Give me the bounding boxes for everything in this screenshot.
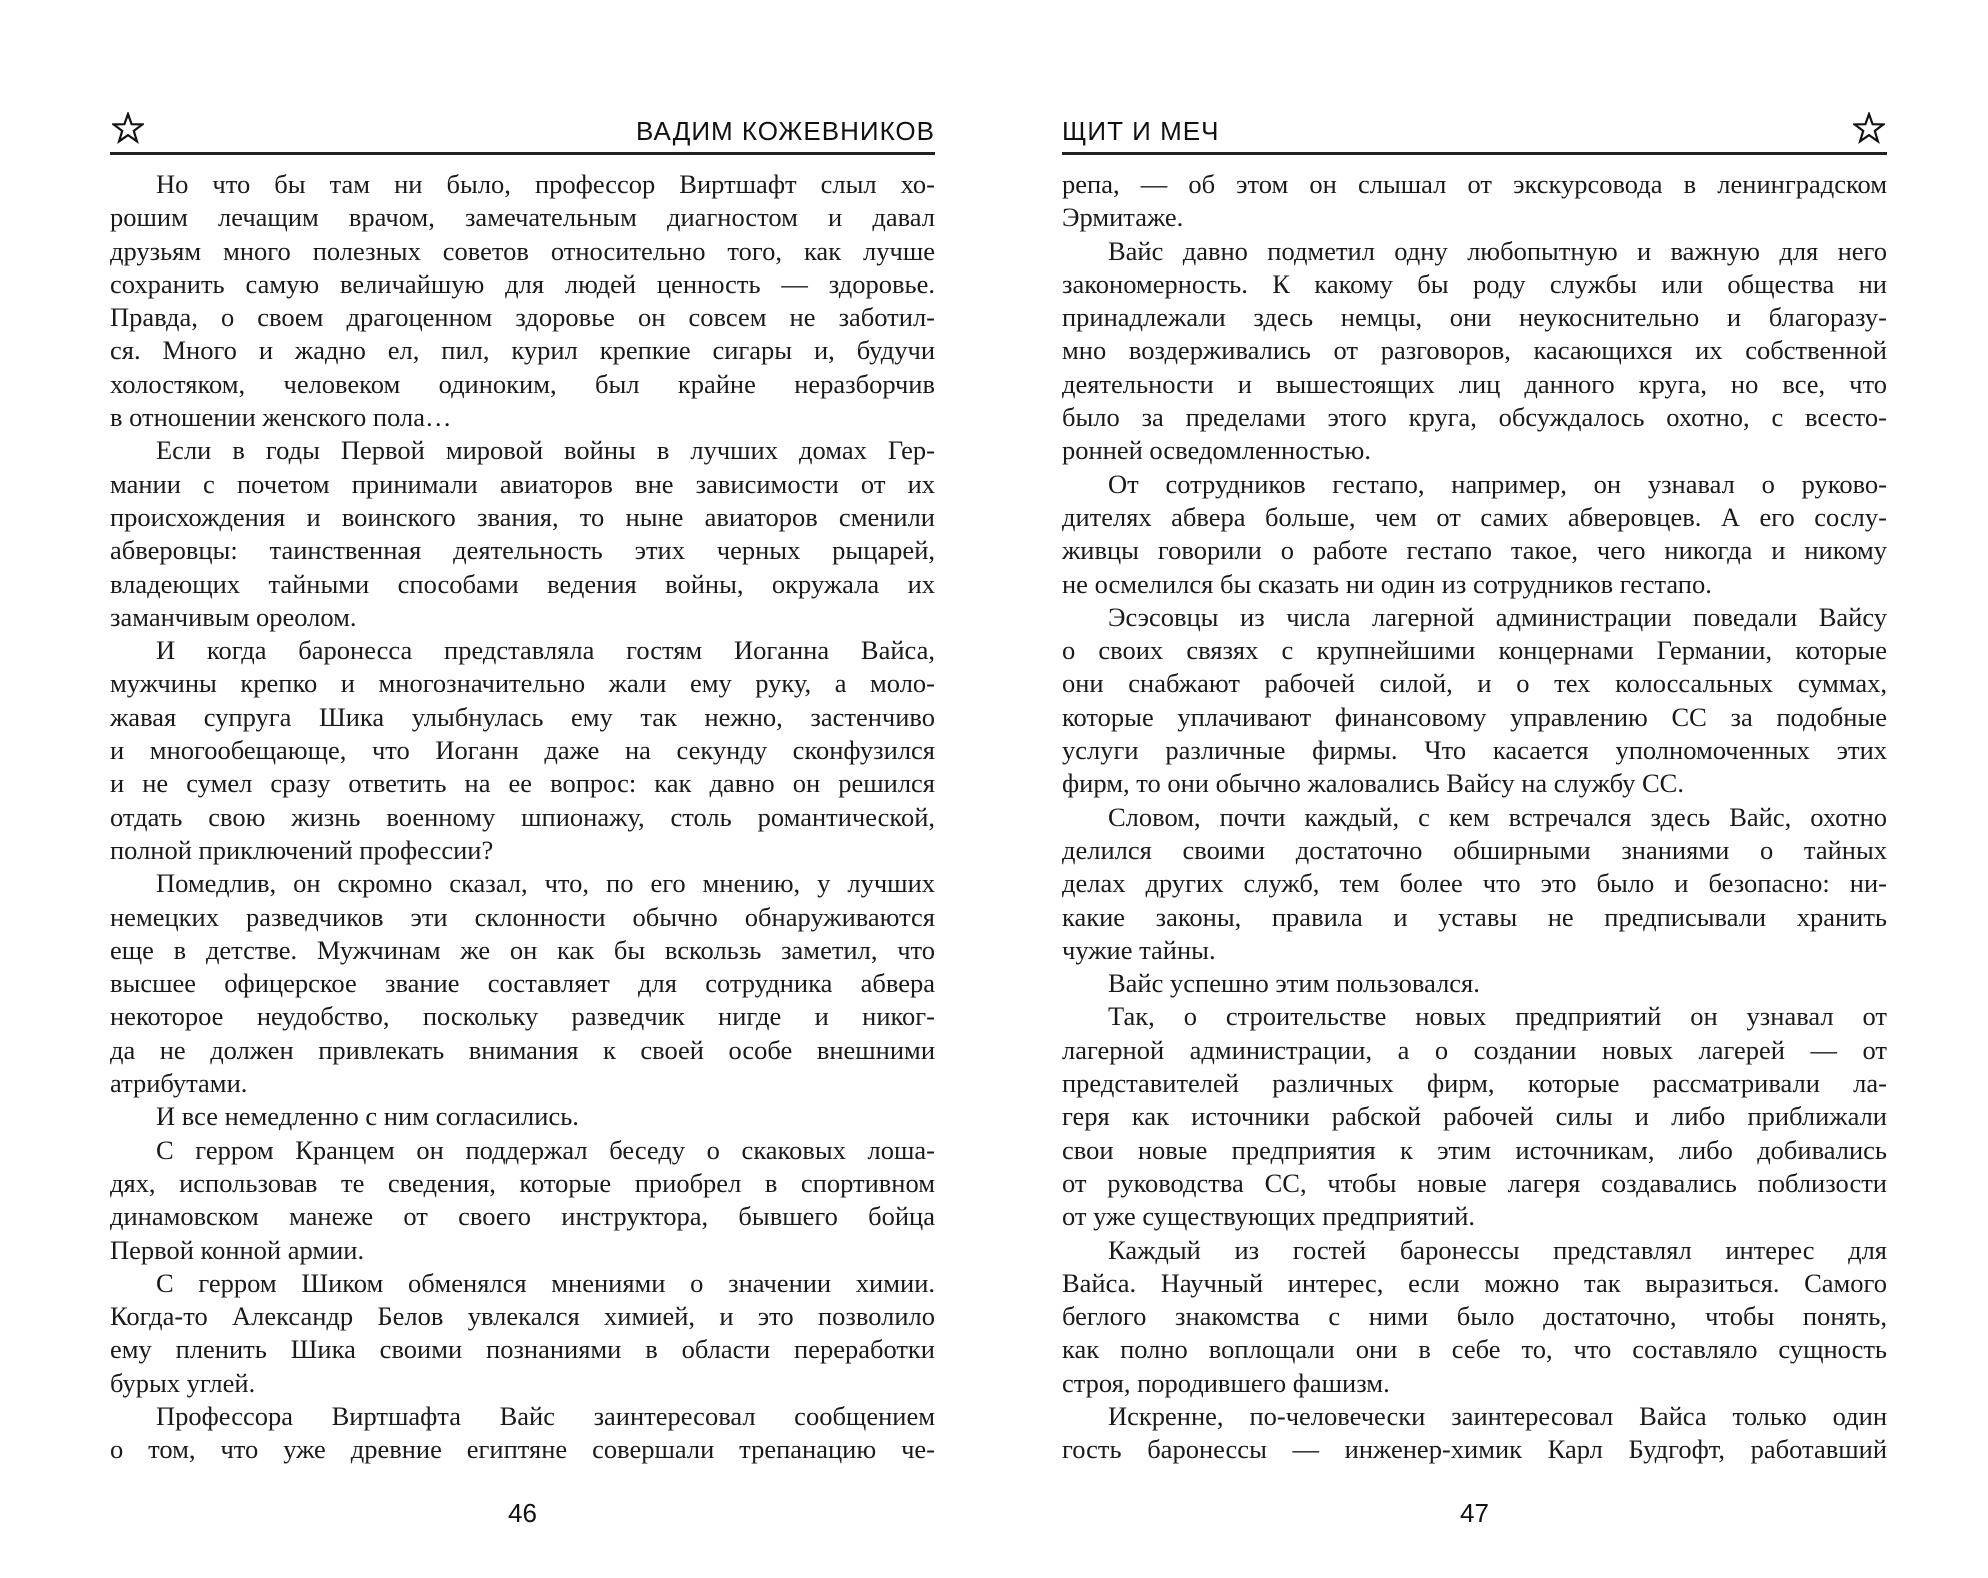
text-line: строя, породившего фашизм. — [1062, 1367, 1390, 1398]
text-line: ему пленить Шика своими познаниями в области переработки — [110, 1334, 935, 1365]
text-line: Словом, почти каждый, с кем встречался здесь Вайс, охотно — [1108, 801, 1887, 832]
text-line: о своих связях с крупнейшими концернами Германии, которые — [1062, 635, 1887, 666]
text-line: репа, — об этом он слышал от экскурсовода в ленинградском — [1062, 169, 1887, 199]
text-line: какие законы, правила и уставы не предписывали хранить — [1062, 901, 1887, 932]
text-line: С герром Кранцем он поддержал беседу о скаковых лоша- — [156, 1134, 935, 1165]
text-line: отдать свою жизнь военному шпионажу, столь романтической, — [110, 801, 935, 832]
text-line: рошим лечащим врачом, замечательным диагностом и давал — [110, 202, 935, 233]
text-line: динамовском манеже от своего инструктора, бывшего бойца — [110, 1201, 935, 1232]
text-line: немецких разведчиков эти склонности обычно обнаруживаются — [110, 901, 935, 932]
text-line: геря как источники рабской рабочей силы и либо приближали — [1062, 1101, 1887, 1132]
text-line: от уже существующих предприятий. — [1062, 1201, 1476, 1232]
text-line: Вайс успешно этим пользовался. — [1108, 968, 1480, 999]
text-line: от руководства СС, чтобы новые лагеря создавались поблизости — [1062, 1167, 1887, 1198]
text-line: атрибутами. — [110, 1068, 248, 1099]
text-line: в отношении женского пола… — [110, 402, 452, 433]
text-line: владеющих тайными способами ведения войны, окружала их — [110, 568, 935, 599]
text-line: ронней осведомленностью. — [1062, 435, 1371, 466]
text-line: жавая супруга Шика улыбнулась ему так нежно, застенчиво — [110, 701, 935, 732]
text-line: деятельности и вышестоящих лиц данного круга, но все, что — [1062, 368, 1887, 399]
text-line: Первой конной армии. — [110, 1234, 365, 1265]
text-line: Вайса. Научный интерес, если можно так выразиться. Самого — [1062, 1267, 1887, 1298]
text-line: и не сумел сразу ответить на ее вопрос: как давно он решился — [110, 768, 935, 799]
text-line: как полно воплощали они в себе то, что составляло сущность — [1062, 1334, 1887, 1365]
text-line: заманчивым ореолом. — [110, 601, 357, 632]
page-number-left: 46 — [508, 1498, 537, 1528]
body-text-right — [1062, 168, 1887, 1467]
text-line: сохранить самую величайшую для людей ценность — здоровье. — [110, 268, 935, 299]
text-line: они снабжают рабочей силой, и о тех колоссальных суммах, — [1062, 668, 1887, 699]
text-line: не осмелился бы сказать ни один из сотрудников гестапо. — [1062, 568, 1712, 599]
running-head-right — [1062, 112, 1887, 155]
running-title-book: ЩИТ И МЕЧ — [1062, 116, 1220, 146]
text-line: принадлежали здесь немцы, они неукоснительно и благоразу- — [1062, 302, 1887, 333]
text-line: полной приключений профессии? — [110, 834, 494, 865]
running-title-author: ВАДИМ КОЖЕВНИКОВ — [636, 116, 935, 146]
text-line: о том, что уже древние египтяне совершали трепанацию че- — [110, 1434, 935, 1465]
text-line: которые уплачивают финансовому управлению СС за подобные — [1062, 701, 1887, 732]
text-line: Искренне, по-человечески заинтересовал Вайса только один — [1108, 1400, 1887, 1431]
text-line: еще в детстве. Мужчинам же он как бы вскользь заметил, что — [110, 934, 935, 965]
text-line: фирм, то они обычно жаловались Вайсу на службу СС. — [1062, 768, 1684, 799]
text-line: беглого знакомства с ними было достаточно, чтобы понять, — [1062, 1301, 1887, 1332]
text-line: бурых углей. — [110, 1367, 256, 1398]
text-line: Профессора Виртшафта Вайс заинтересовал сообщением — [156, 1400, 935, 1431]
text-line: Когда-то Александр Белов увлекался химией, и это позволило — [110, 1301, 935, 1332]
text-line: мужчины крепко и многозначительно жали ему руку, а моло- — [110, 668, 935, 699]
text-line: Вайс давно подметил одну любопытную и важную для него — [1108, 235, 1887, 266]
text-line: холостяком, человеком одиноким, был крайне неразборчив — [110, 368, 935, 399]
text-line: Каждый из гостей баронессы представлял интерес для — [1108, 1234, 1887, 1265]
text-line: свои новые предприятия к этим источникам, либо добивались — [1062, 1134, 1887, 1165]
text-line: С герром Шиком обменялся мнениями о значении химии. — [156, 1267, 935, 1298]
text-line: да не должен привлекать внимания к своей особе внешними — [110, 1034, 935, 1065]
text-line: дителях абвера больше, чем от самих абверовцев. А его сослу- — [1062, 501, 1887, 532]
text-line: мно воздерживались от разговоров, касающихся их собственной — [1062, 335, 1887, 366]
body-text-left — [110, 168, 935, 1467]
text-line: мании с почетом принимали авиаторов вне зависимости от их — [110, 468, 935, 499]
text-line: Помедлив, он скромно сказал, что, по его мнению, у лучших — [156, 868, 935, 899]
text-line: представителей различных фирм, которые рассматривали ла- — [1062, 1068, 1887, 1099]
right-page — [1062, 0, 1887, 1578]
text-line: и многообещающе, что Иоганн даже на секунду сконфузился — [110, 735, 935, 766]
text-line: Эрмитаже. — [1062, 202, 1184, 233]
text-line: было за пределами этого круга, обсуждалось охотно, с всесто- — [1062, 402, 1887, 433]
text-line: дях, использовав те сведения, которые приобрел в спортивном — [110, 1167, 935, 1198]
text-line: Правда, о своем драгоценном здоровье он совсем не заботил- — [110, 302, 935, 333]
text-line: Эсэсовцы из числа лагерной администрации поведали Вайсу — [1108, 601, 1887, 632]
text-line: делах других служб, тем более что это было и безопасно: ни- — [1062, 868, 1887, 899]
text-line: закономерность. К какому бы роду службы или общества ни — [1062, 268, 1887, 299]
text-line: высшее офицерское звание составляет для сотрудника абвера — [110, 968, 935, 999]
page-number-right: 47 — [1460, 1498, 1489, 1528]
star-outline-icon — [1853, 112, 1885, 144]
text-line: лагерной администрации, а о создании новых лагерей — от — [1062, 1034, 1887, 1065]
text-line: От сотрудников гестапо, например, он узнавал о руково- — [1108, 468, 1887, 499]
text-line: абверовцы: таинственная деятельность этих черных рыцарей, — [110, 535, 935, 566]
text-line: некоторое неудобство, поскольку разведчик нигде и никог- — [110, 1001, 935, 1032]
text-line: делился своими достаточно обширными знаниями о тайных — [1062, 834, 1887, 865]
text-line: Но что бы там ни было, профессор Виртшафт слыл хо- — [156, 169, 935, 199]
text-line: друзьям много полезных советов относительно того, как лучше — [110, 235, 935, 266]
text-line: чужие тайны. — [1062, 934, 1216, 965]
running-head-left — [110, 112, 935, 155]
left-page — [110, 0, 935, 1578]
text-line: гость баронессы — инженер-химик Карл Будгофт, работавший — [1062, 1434, 1887, 1465]
text-line: услуги различные фирмы. Что касается уполномоченных этих — [1062, 735, 1887, 766]
text-line: И все немедленно с ним согласились. — [156, 1101, 579, 1132]
star-outline-icon — [112, 112, 144, 144]
text-line: Если в годы Первой мировой войны в лучших домах Гер- — [156, 435, 935, 466]
text-line: происхождения и воинского звания, то ныне авиаторов сменили — [110, 501, 935, 532]
text-line: Так, о строительстве новых предприятий он узнавал от — [1108, 1001, 1887, 1032]
text-line: ся. Много и жадно ел, пил, курил крепкие сигары и, будучи — [110, 335, 935, 366]
text-line: живцы говорили о работе гестапо такое, чего никогда и никому — [1062, 535, 1887, 566]
text-line: И когда баронесса представляла гостям Иоганна Вайса, — [156, 635, 935, 666]
